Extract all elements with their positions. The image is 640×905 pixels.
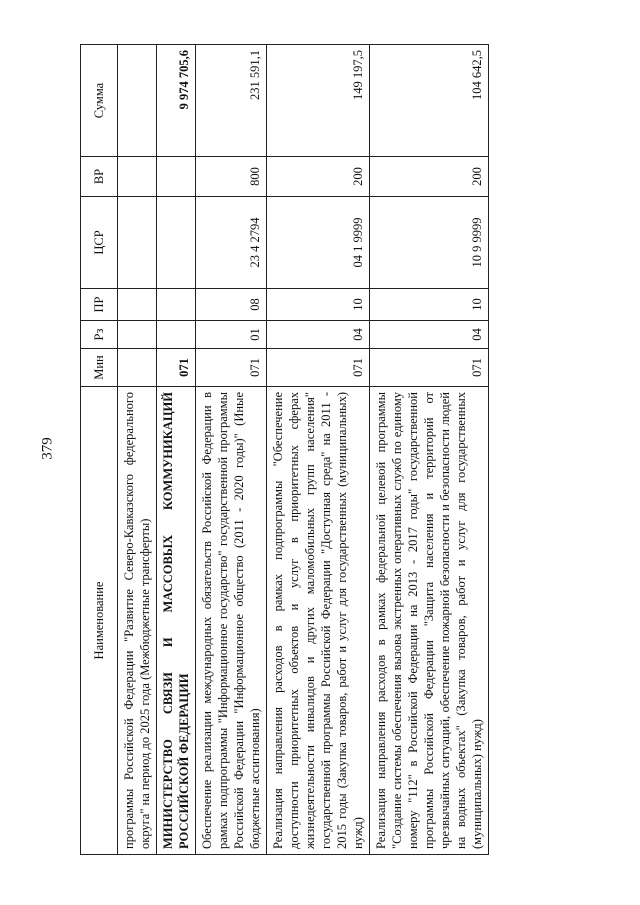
row-pr: 08 <box>196 289 267 321</box>
row-rz <box>157 321 196 349</box>
table-header-row <box>81 45 118 855</box>
header-csr: ЦСР <box>81 197 118 289</box>
row-pr: 10 <box>370 289 489 321</box>
table-row <box>157 45 196 855</box>
row-name: Реализация направления расходов в рамках федеральной целевой программы "Создание системы обеспечения вызова экстренных оперативных служб по единому номеру "112" в Российской Федерации на 2013 - 2017 годы" государственной программы Российской Федерации "Защита населения и территорий от чрезвычайных ситуаций, обеспечение пожарной безопасности и безопасности людей на водных объектах" (Закупка товаров, работ и услуг для государственных (муниципальных) нужд) <box>370 387 489 855</box>
row-vr: 800 <box>196 157 267 197</box>
row-pr <box>118 289 157 321</box>
row-name: Обеспечение реализации международных обязательств Российской Федерации в рамках подпрограммы "Информационное государство" государственной программы Российской Федерации "Информационное общество (2011 - 2020 годы)" (Иные бюджетные ассигнования) <box>196 387 267 855</box>
row-csr <box>157 197 196 289</box>
table-row <box>196 45 267 855</box>
row-min: 071 <box>267 349 370 387</box>
row-sum: 104 642,5 <box>370 45 489 157</box>
row-rz: 01 <box>196 321 267 349</box>
header-name: Наименование <box>81 387 118 855</box>
row-csr: 10 9 9999 <box>370 197 489 289</box>
page-number: 379 <box>39 437 56 460</box>
header-rz: Рз <box>81 321 118 349</box>
row-sum <box>118 45 157 157</box>
row-csr <box>118 197 157 289</box>
row-pr: 10 <box>267 289 370 321</box>
budget-table <box>80 44 489 855</box>
row-vr: 200 <box>370 157 489 197</box>
row-vr <box>118 157 157 197</box>
row-csr: 23 4 2794 <box>196 197 267 289</box>
row-min: 071 <box>370 349 489 387</box>
row-name: Реализация направления расходов в рамках подпрограммы "Обеспечение доступности приоритетных объектов и услуг в приоритетных сферах жизнедеятельности инвалидов и других маломобильных групп населения" государственной программы Российской Федерации "Доступная среда" на 2011 - 2015 годы (Закупка товаров, работ и услуг для государственных (муниципальных) нужд) <box>267 387 370 855</box>
header-sum: Сумма <box>81 45 118 157</box>
row-min <box>118 349 157 387</box>
header-vr: ВР <box>81 157 118 197</box>
table-row <box>118 45 157 855</box>
table-row <box>267 45 370 855</box>
table-row <box>370 45 489 855</box>
row-min: 071 <box>157 349 196 387</box>
row-rz: 04 <box>267 321 370 349</box>
row-sum: 9 974 705,6 <box>157 45 196 157</box>
row-vr <box>157 157 196 197</box>
row-name: программы Российской Федерации "Развитие Северо-Кавказского федерального округа" на период до 2025 года (Межбюджетные трансферты) <box>118 387 157 855</box>
row-name: МИНИСТЕРСТВО СВЯЗИ И МАССОВЫХ КОММУНИКАЦИЙ РОССИЙСКОЙ ФЕДЕРАЦИИ <box>157 387 196 855</box>
row-csr: 04 1 9999 <box>267 197 370 289</box>
header-pr: ПР <box>81 289 118 321</box>
row-min: 071 <box>196 349 267 387</box>
row-sum: 149 197,5 <box>267 45 370 157</box>
row-rz <box>118 321 157 349</box>
budget-table-rotated <box>80 45 630 855</box>
row-pr <box>157 289 196 321</box>
row-rz: 04 <box>370 321 489 349</box>
row-sum: 231 591,1 <box>196 45 267 157</box>
header-min: Мин <box>81 349 118 387</box>
row-vr: 200 <box>267 157 370 197</box>
